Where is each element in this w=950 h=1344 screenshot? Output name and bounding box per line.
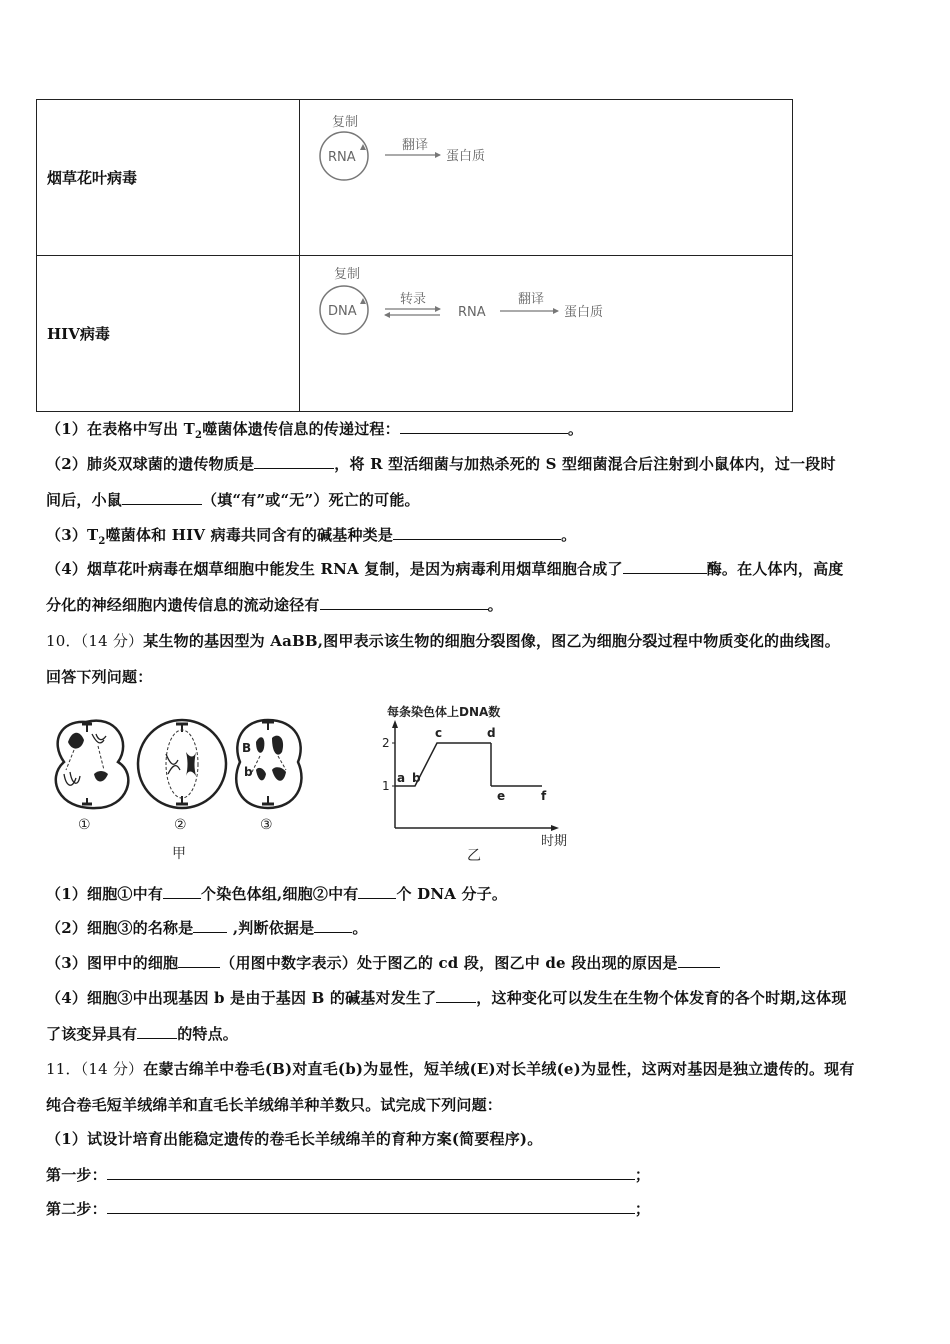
x-axis-arrowhead-icon xyxy=(551,825,559,831)
q11-step1 xyxy=(46,1164,650,1185)
gene-label-b: b xyxy=(244,765,253,779)
q10-p2-end: 。 xyxy=(352,919,368,937)
answer-blank[interactable] xyxy=(320,595,488,610)
figure-caption-jia: 甲 xyxy=(172,846,186,862)
chart-point-label-c: c xyxy=(435,726,443,740)
answer-blank[interactable] xyxy=(623,559,707,574)
q10-stem xyxy=(46,630,840,651)
cell-label-3: ③ xyxy=(260,817,273,833)
q10-p1-text: 个染色体组,细胞②中有 xyxy=(201,885,359,903)
q10-p4-text: 的特点。 xyxy=(177,1025,239,1043)
q9-part4-cont xyxy=(46,594,503,615)
q9-p3-text: 噬菌体和 HIV 病毒共同含有的碱基种类是 xyxy=(105,526,394,544)
translate-label: 翻译 xyxy=(402,138,429,153)
answer-blank[interactable] xyxy=(178,953,220,968)
q11-stem-cont xyxy=(46,1094,502,1115)
arrowhead-icon xyxy=(553,308,559,314)
arrowhead-icon xyxy=(435,306,441,312)
q9-p1-text: （1）在表格中写出 T xyxy=(46,420,196,438)
q9-part2-cont xyxy=(46,489,420,510)
q10-p4-text: （4）细胞③中出现基因 b 是由于基因 B 的碱基对发生了 xyxy=(46,989,437,1007)
q11-part1 xyxy=(46,1128,542,1149)
cell-label-1: ① xyxy=(78,817,91,833)
cell-2 xyxy=(138,720,226,808)
hiv-flow-svg xyxy=(300,256,804,411)
q9-p4-text: （4）烟草花叶病毒在烟草细胞中能发生 RNA 复制，是因为病毒利用烟草细胞合成了 xyxy=(46,560,623,578)
chart-point-label-d: d xyxy=(487,726,496,740)
answer-blank[interactable] xyxy=(163,884,201,899)
subscript: 2 xyxy=(98,536,106,547)
subscript: 2 xyxy=(195,430,203,441)
q9-part2 xyxy=(46,453,836,474)
q9-p2-text: （2）肺炎双球菌的遗传物质是 xyxy=(46,455,255,473)
gene-label-B: B xyxy=(242,741,252,755)
chart-xlabel: 时期 xyxy=(541,834,568,849)
q10-part2 xyxy=(46,917,368,938)
q10-p1-text: （1）细胞①中有 xyxy=(46,885,164,903)
q9-p2-text: （填“有”或“无”）死亡的可能。 xyxy=(202,491,420,509)
y-axis-arrowhead-icon xyxy=(392,720,398,728)
question-number: 10．（14 分） xyxy=(46,632,144,650)
answer-blank[interactable] xyxy=(107,1165,635,1180)
question-number: 11．（14 分） xyxy=(46,1060,144,1078)
answer-blank[interactable] xyxy=(314,918,352,933)
q10-p2-text: （2）细胞③的名称是 xyxy=(46,919,194,937)
cell-label-2: ② xyxy=(174,817,187,833)
semicolon: ； xyxy=(634,1200,651,1218)
chart-ylabel: 每条染色体上DNA数 xyxy=(387,705,501,719)
arrowhead-icon xyxy=(384,312,390,318)
chart-point-label-a: a xyxy=(397,771,406,785)
transcribe-label: 转录 xyxy=(400,292,427,307)
rna-node: RNA xyxy=(458,305,486,320)
cell-1 xyxy=(56,721,129,808)
virus-table xyxy=(36,99,793,412)
dna-node: DNA xyxy=(328,304,357,319)
table-row xyxy=(37,100,793,256)
semicolon: ； xyxy=(634,1166,651,1184)
q10-stem-text: 回答下列问题： xyxy=(46,668,153,686)
q10-stem-cont xyxy=(46,666,152,687)
q10-p2-text: ,判断依据是 xyxy=(227,919,315,937)
q10-stem-text: 某生物的基因型为 AaBB,图甲表示该生物的细胞分裂图像，图乙为细胞分裂过程中物质变化的曲线图。 xyxy=(143,632,841,650)
translate-label: 翻译 xyxy=(518,292,545,307)
chart-series-line xyxy=(395,743,491,786)
q10-p4-text: ，这种变化可以发生在生物个体发育的各个时期,这体现 xyxy=(476,989,847,1007)
q11-stem xyxy=(46,1058,855,1079)
q10-p3-text: （3）图甲中的细胞 xyxy=(46,954,179,972)
q10-part1 xyxy=(46,883,507,904)
cell-3 xyxy=(236,720,301,808)
y-tick-label: 2 xyxy=(382,736,390,750)
tmv-flow-svg xyxy=(300,100,804,255)
step-label: 第一步： xyxy=(46,1166,107,1184)
answer-blank[interactable] xyxy=(436,988,476,1003)
figure-jia xyxy=(46,712,306,862)
q9-part3 xyxy=(46,524,576,547)
protein-node: 蛋白质 xyxy=(446,149,486,164)
arrowhead-icon xyxy=(435,152,441,158)
answer-blank[interactable] xyxy=(107,1199,635,1214)
chart-ticks xyxy=(382,736,395,793)
q10-part4 xyxy=(46,987,847,1008)
q10-p1-text: 个 DNA 分子。 xyxy=(396,885,508,903)
tmv-flow-diagram xyxy=(300,100,793,256)
answer-blank[interactable] xyxy=(400,419,568,434)
replicate-label: 复制 xyxy=(332,115,359,130)
chart-point-label-b: b xyxy=(412,771,421,785)
figure-yi-chart xyxy=(375,700,585,865)
q11-stem-text: 在蒙古绵羊中卷毛(B)对直毛(b)为显性，短羊绒(E)对长羊绒(e)为显性，这两对基因是独立遗传的。现有 xyxy=(143,1060,855,1078)
virus-name-tmv: 烟草花叶病毒 xyxy=(37,100,300,256)
answer-blank[interactable] xyxy=(193,918,227,933)
q10-p3-text: （用图中数字表示）处于图乙的 cd 段，图乙中 de 段出现的原因是 xyxy=(220,954,678,972)
figure-caption-yi: 乙 xyxy=(467,848,481,864)
answer-blank[interactable] xyxy=(254,454,334,469)
q11-stem-text: 纯合卷毛短羊绒绵羊和直毛长羊绒绵羊种羊数只。试完成下列问题： xyxy=(46,1096,503,1114)
rna-node: RNA xyxy=(328,150,356,165)
step-label: 第二步： xyxy=(46,1200,107,1218)
q11-p1-text: （1）试设计培育出能稳定遗传的卷毛长羊绒绵羊的育种方案(简要程序)。 xyxy=(46,1130,543,1148)
replicate-label: 复制 xyxy=(334,267,361,282)
virus-name-hiv: HIV病毒 xyxy=(37,256,300,412)
q9-p2-text: ，将 R 型活细菌与加热杀死的 S 型细菌混合后注射到小鼠体内，过一段时 xyxy=(334,455,836,473)
chart-point-label-e: e xyxy=(497,789,506,803)
hiv-flow-diagram xyxy=(300,256,793,412)
answer-blank[interactable] xyxy=(122,490,202,505)
chart-point-labels xyxy=(397,726,547,803)
chart-point-label-f: f xyxy=(541,789,547,803)
q9-p1-end: 。 xyxy=(567,420,584,438)
table-row xyxy=(37,256,793,412)
q9-p2-text: 间后，小鼠 xyxy=(46,491,123,509)
q10-part3 xyxy=(46,952,720,973)
q10-part4-cont xyxy=(46,1023,238,1044)
answer-blank[interactable] xyxy=(358,884,396,899)
q9-p4-end: 。 xyxy=(487,596,503,614)
q9-p4-text: 分化的神经细胞内遗传信息的流动途径有 xyxy=(46,596,320,614)
answer-blank[interactable] xyxy=(678,953,720,968)
q11-step2 xyxy=(46,1198,650,1219)
q9-p3-end: 。 xyxy=(561,526,577,544)
y-tick-label: 1 xyxy=(382,779,390,793)
q9-part1 xyxy=(46,418,583,441)
q10-p4-text: 了该变异具有 xyxy=(46,1025,138,1043)
q9-p3-text: （3）T xyxy=(46,526,99,544)
answer-blank[interactable] xyxy=(393,525,561,540)
q9-p1-text: 噬菌体遗传信息的传递过程： xyxy=(202,420,400,438)
q9-part4 xyxy=(46,558,844,579)
q9-p4-text: 酶。在人体内，高度 xyxy=(706,560,844,578)
protein-node: 蛋白质 xyxy=(564,305,604,320)
answer-blank[interactable] xyxy=(137,1024,177,1039)
